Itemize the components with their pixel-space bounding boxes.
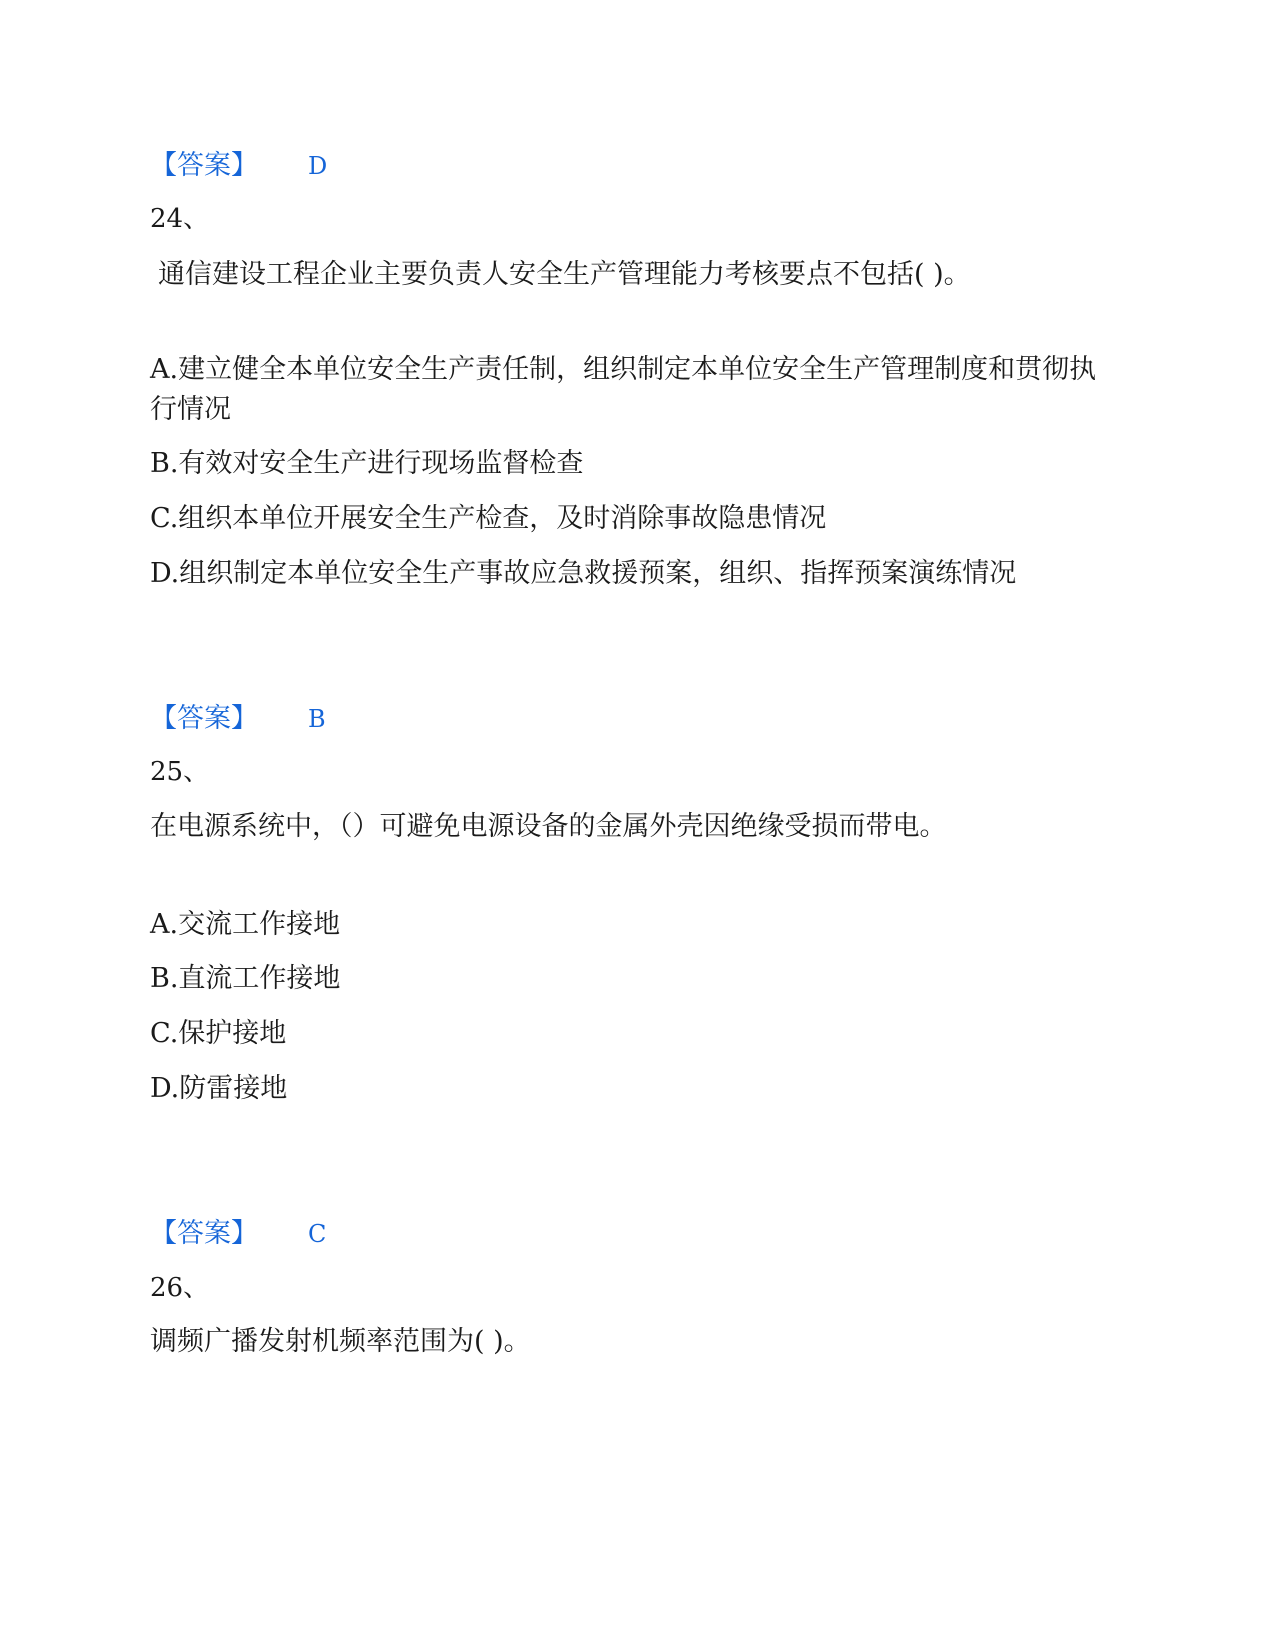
answer-tag: 【答案】 [150, 1218, 258, 1249]
question-number: 26、 [150, 1273, 210, 1303]
answer-tag: 【答案】 [150, 150, 258, 181]
answer-value: D [308, 152, 328, 180]
option-d: D.组织制定本单位安全生产事故应急救援预案，组织、指挥预案演练情况 [150, 558, 1017, 589]
option-a: A.交流工作接地 [150, 909, 341, 940]
question-stem: 调频广播发射机频率范围为( )。 [150, 1326, 531, 1357]
answer-tag: 【答案】 [150, 703, 258, 734]
option-a: A.建立健全本单位安全生产责任制，组织制定本单位安全生产管理制度和贯彻执行情况 [150, 354, 1097, 425]
answer-line [150, 147, 327, 185]
answer-value: B [308, 705, 326, 733]
question-number: 24、 [150, 204, 210, 234]
option-b: B.有效对安全生产进行现场监督检查 [150, 448, 584, 479]
option-c: C.保护接地 [150, 1018, 287, 1049]
question-number: 25、 [150, 757, 210, 787]
answer-value: C [308, 1220, 327, 1248]
option-b: B.直流工作接地 [150, 963, 341, 994]
option-d: D.防雷接地 [150, 1073, 288, 1104]
answer-line [150, 700, 326, 738]
option-c: C.组织本单位开展安全生产检查，及时消除事故隐患情况 [150, 503, 827, 534]
question-stem: 通信建设工程企业主要负责人安全生产管理能力考核要点不包括( )。 [158, 259, 971, 290]
answer-line [150, 1215, 326, 1253]
question-stem: 在电源系统中，（）可避免电源设备的金属外壳因绝缘受损而带电。 [150, 811, 947, 842]
